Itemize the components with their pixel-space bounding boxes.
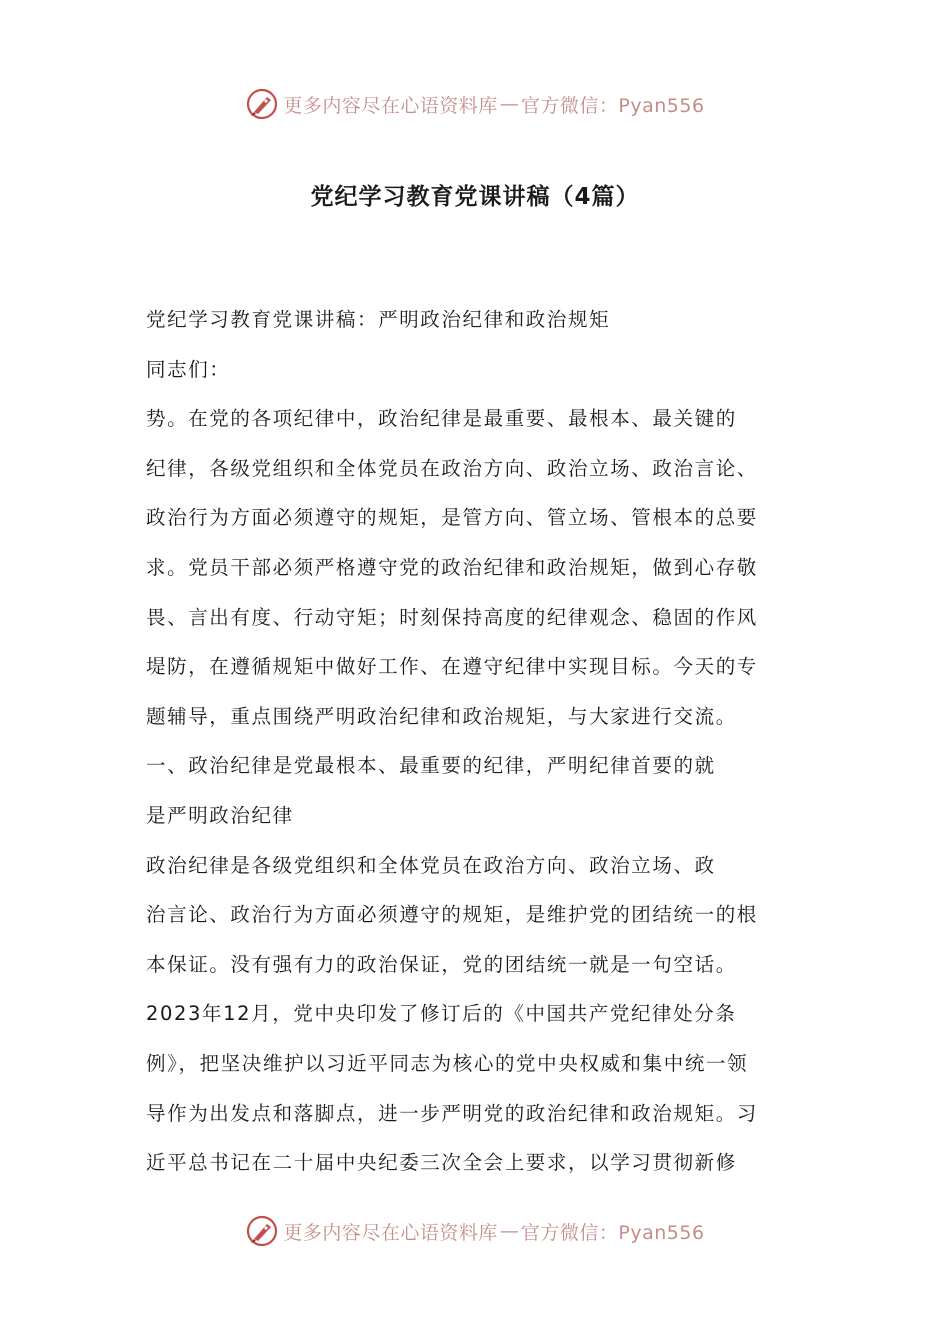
body-line: 近平总书记在二十届中央纪委三次全会上要求，以学习贯彻新修 xyxy=(146,1151,737,1175)
salutation-line: 同志们： xyxy=(146,357,231,381)
body-line: 政治行为方面必须遵守的规矩，是管方向、管立场、管根本的总要 xyxy=(146,506,758,530)
body-line: 例》，把坚决维护以习近平同志为核心的党中央权威和集中统一领 xyxy=(146,1051,749,1075)
banner-text: 更多内容尽在心语资料库 xyxy=(283,94,498,117)
banner-contact: 官方微信：Pyan556 xyxy=(520,94,705,117)
body-line: 势。在党的各项纪律中，政治纪律是最重要、最根本、最关键的 xyxy=(146,407,737,431)
banner-contact: 官方微信：Pyan556 xyxy=(520,1221,705,1244)
subtitle-line: 党纪学习教育党课讲稿：严明政治纪律和政治规矩 xyxy=(146,308,611,331)
document-title: 党纪学习教育党课讲稿（4篇） xyxy=(310,184,640,210)
body-line: 畏、言出有度、行动守矩；时刻保持高度的纪律观念、稳固的作风 xyxy=(146,605,758,629)
body-line: 题辅导，重点围绕严明政治纪律和政治规矩，与大家进行交流。 xyxy=(146,704,737,728)
body-line: 2023年12月，党中央印发了修订后的《中国共产党纪律处分条 xyxy=(146,1002,737,1026)
header-watermark-banner xyxy=(0,84,950,124)
body-line: 纪律，各级党组织和全体党员在政治方向、政治立场、政治言论、 xyxy=(146,456,758,480)
banner-separator: — xyxy=(499,93,519,115)
footer-watermark-banner xyxy=(0,1211,950,1251)
pen-nib-logo-icon xyxy=(245,1214,279,1248)
body-line: 政治纪律是各级党组织和全体党员在政治方向、政治立场、政 xyxy=(146,853,716,877)
section-heading-line: 一、政治纪律是党最根本、最重要的纪律，严明纪律首要的就 xyxy=(146,754,716,778)
body-line: 本保证。没有强有力的政治保证，党的团结统一就是一句空话。 xyxy=(146,952,737,976)
document-body xyxy=(146,295,806,1188)
banner-separator: — xyxy=(499,1220,519,1242)
pen-nib-logo-icon xyxy=(245,87,279,121)
body-line: 导作为出发点和落脚点，进一步严明党的政治纪律和政治规矩。习 xyxy=(146,1101,758,1125)
banner-text: 更多内容尽在心语资料库 xyxy=(283,1221,498,1244)
section-heading-line: 是严明政治纪律 xyxy=(146,803,294,827)
body-line: 治言论、政治行为方面必须遵守的规矩，是维护党的团结统一的根 xyxy=(146,903,758,927)
body-line: 求。党员干部必须严格遵守党的政治纪律和政治规矩，做到心存敬 xyxy=(146,555,758,579)
body-line: 堤防，在遵循规矩中做好工作、在遵守纪律中实现目标。今天的专 xyxy=(146,655,758,679)
